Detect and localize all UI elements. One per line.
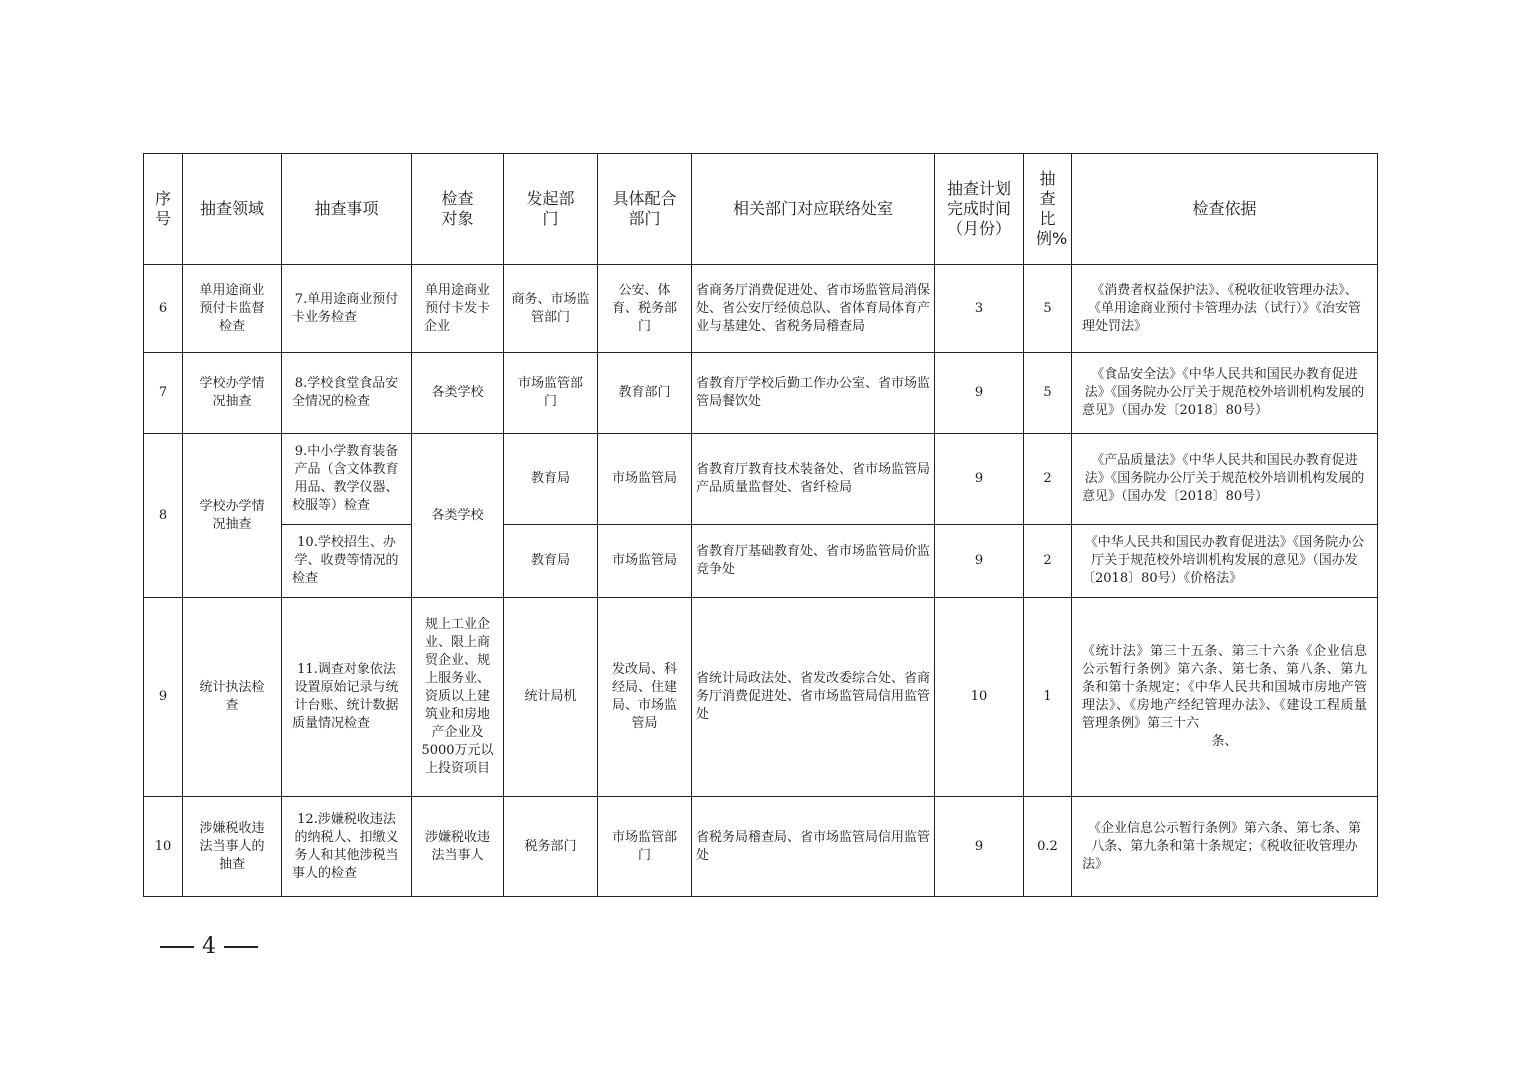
cell-month: 9	[935, 525, 1024, 598]
cell-partner: 市场监管局	[598, 525, 692, 598]
header-month: 抽查计划完成时间（月份）	[935, 154, 1024, 265]
cell-seq: 6	[144, 265, 183, 353]
cell-area: 统计执法检查	[183, 598, 282, 797]
cell-ratio: 1	[1024, 598, 1072, 797]
cell-initiator: 税务部门	[504, 797, 598, 897]
header-initiator: 发起部门	[504, 154, 598, 265]
cell-ratio: 2	[1024, 525, 1072, 598]
header-item: 抽查事项	[282, 154, 412, 265]
table-row	[144, 525, 1378, 598]
cell-target: 各类学校	[412, 434, 504, 598]
cell-target: 各类学校	[412, 353, 504, 434]
cell-initiator: 市场监管部门	[504, 353, 598, 434]
cell-liaison: 省商务厅消费促进处、省市场监管局消保处、省公安厅经侦总队、省体育局体育产业与基建处、省税务局稽查局	[692, 265, 935, 353]
cell-ratio: 5	[1024, 265, 1072, 353]
header-target: 检查对象	[412, 154, 504, 265]
cell-item: 11.调查对象依法设置原始记录与统计台账、统计数据质量情况检查	[282, 598, 412, 797]
cell-basis: 《企业信息公示暂行条例》第六条、第七条、第八条、第九条和第十条规定；《税收征收管理办法》	[1072, 797, 1378, 897]
cell-basis: 《产品质量法》《中华人民共和国民办教育促进法》《国务院办公厅关于规范校外培训机构发展的意见》（国办发〔2018〕80号）	[1072, 434, 1378, 525]
cell-area: 单用途商业预付卡监督检查	[183, 265, 282, 353]
header-basis: 检查依据	[1072, 154, 1378, 265]
cell-item: 10.学校招生、办学、收费等情况的检查	[282, 525, 412, 598]
cell-basis	[1072, 598, 1378, 797]
cell-target: 单用途商业预付卡发卡企业	[412, 265, 504, 353]
cell-area: 学校办学情况抽查	[183, 353, 282, 434]
cell-month: 3	[935, 265, 1024, 353]
cell-partner: 发改局、科经局、住建局、市场监管局	[598, 598, 692, 797]
page-number	[152, 934, 266, 959]
cell-ratio: 0.2	[1024, 797, 1072, 897]
cell-item: 7.单用途商业预付卡业务检查	[282, 265, 412, 353]
cell-seq: 9	[144, 598, 183, 797]
cell-ratio: 2	[1024, 434, 1072, 525]
cell-partner: 教育部门	[598, 353, 692, 434]
header-ratio: 抽查比例%	[1024, 154, 1072, 265]
cell-basis: 《消费者权益保护法》、《税收征收管理办法》、《单用途商业预付卡管理办法（试行）》《治安管理处罚法》	[1072, 265, 1378, 353]
cell-month: 9	[935, 797, 1024, 897]
header-liaison: 相关部门对应联络处室	[692, 154, 935, 265]
table-row	[144, 265, 1378, 353]
cell-ratio: 5	[1024, 353, 1072, 434]
table-row	[144, 598, 1378, 797]
cell-month: 10	[935, 598, 1024, 797]
cell-initiator: 教育局	[504, 434, 598, 525]
cell-liaison: 省教育厅基础教育处、省市场监管局价监竞争处	[692, 525, 935, 598]
cell-area: 涉嫌税收违法当事人的抽查	[183, 797, 282, 897]
header-partner: 具体配合部门	[598, 154, 692, 265]
cell-item: 9.中小学教育装备产品（含文体教育用品、教学仪器、校服等）检查	[282, 434, 412, 525]
cell-seq: 8	[144, 434, 183, 598]
header-row	[144, 154, 1378, 265]
page-dash-right	[224, 946, 258, 948]
cell-item: 8.学校食堂食品安全情况的检查	[282, 353, 412, 434]
cell-partner: 公安、体育、税务部门	[598, 265, 692, 353]
cell-item: 12.涉嫌税收违法的纳税人、扣缴义务人和其他涉税当事人的检查	[282, 797, 412, 897]
cell-month: 9	[935, 353, 1024, 434]
cell-partner: 市场监管局	[598, 434, 692, 525]
cell-target: 规上工业企业、限上商贸企业、规上服务业、资质以上建筑业和房地产企业及5000万元以上投资项目	[412, 598, 504, 797]
header-area: 抽查领域	[183, 154, 282, 265]
cell-liaison: 省教育厅教育技术装备处、省市场监管局产品质量监督处、省纤检局	[692, 434, 935, 525]
page-dash-left	[160, 946, 194, 948]
basis-text-tail: 条、	[1211, 734, 1238, 749]
page-number-value: 4	[202, 934, 216, 959]
cell-initiator: 商务、市场监管部门	[504, 265, 598, 353]
table-row	[144, 434, 1378, 525]
basis-text: 《统计法》第三十五条、第三十六条《企业信息公示暂行条例》第六条、第七条、第八条、第九条和第十条规定；《中华人民共和国城市房地产管理法》、《房地产经纪管理办法》、《建设工程质量管理条例》第三十六	[1082, 644, 1367, 731]
cell-liaison: 省教育厅学校后勤工作办公室、省市场监管局餐饮处	[692, 353, 935, 434]
table-row	[144, 353, 1378, 434]
cell-basis: 《中华人民共和国民办教育促进法》《国务院办公厅关于规范校外培训机构发展的意见》（国办发〔2018〕80号）《价格法》	[1072, 525, 1378, 598]
cell-seq: 7	[144, 353, 183, 434]
cell-seq: 10	[144, 797, 183, 897]
cell-basis: 《食品安全法》《中华人民共和国民办教育促进法》《国务院办公厅关于规范校外培训机构发展的意见》（国办发〔2018〕80号）	[1072, 353, 1378, 434]
cell-month: 9	[935, 434, 1024, 525]
header-seq: 序号	[144, 154, 183, 265]
cell-target: 涉嫌税收违法当事人	[412, 797, 504, 897]
cell-area: 学校办学情况抽查	[183, 434, 282, 598]
cell-partner: 市场监管部门	[598, 797, 692, 897]
cell-initiator: 统计局机	[504, 598, 598, 797]
cell-liaison: 省统计局政法处、省发改委综合处、省商务厅消费促进处、省市场监管局信用监管处	[692, 598, 935, 797]
cell-liaison: 省税务局稽查局、省市场监管局信用监管处	[692, 797, 935, 897]
cell-initiator: 教育局	[504, 525, 598, 598]
inspection-table	[143, 153, 1378, 897]
table-row	[144, 797, 1378, 897]
